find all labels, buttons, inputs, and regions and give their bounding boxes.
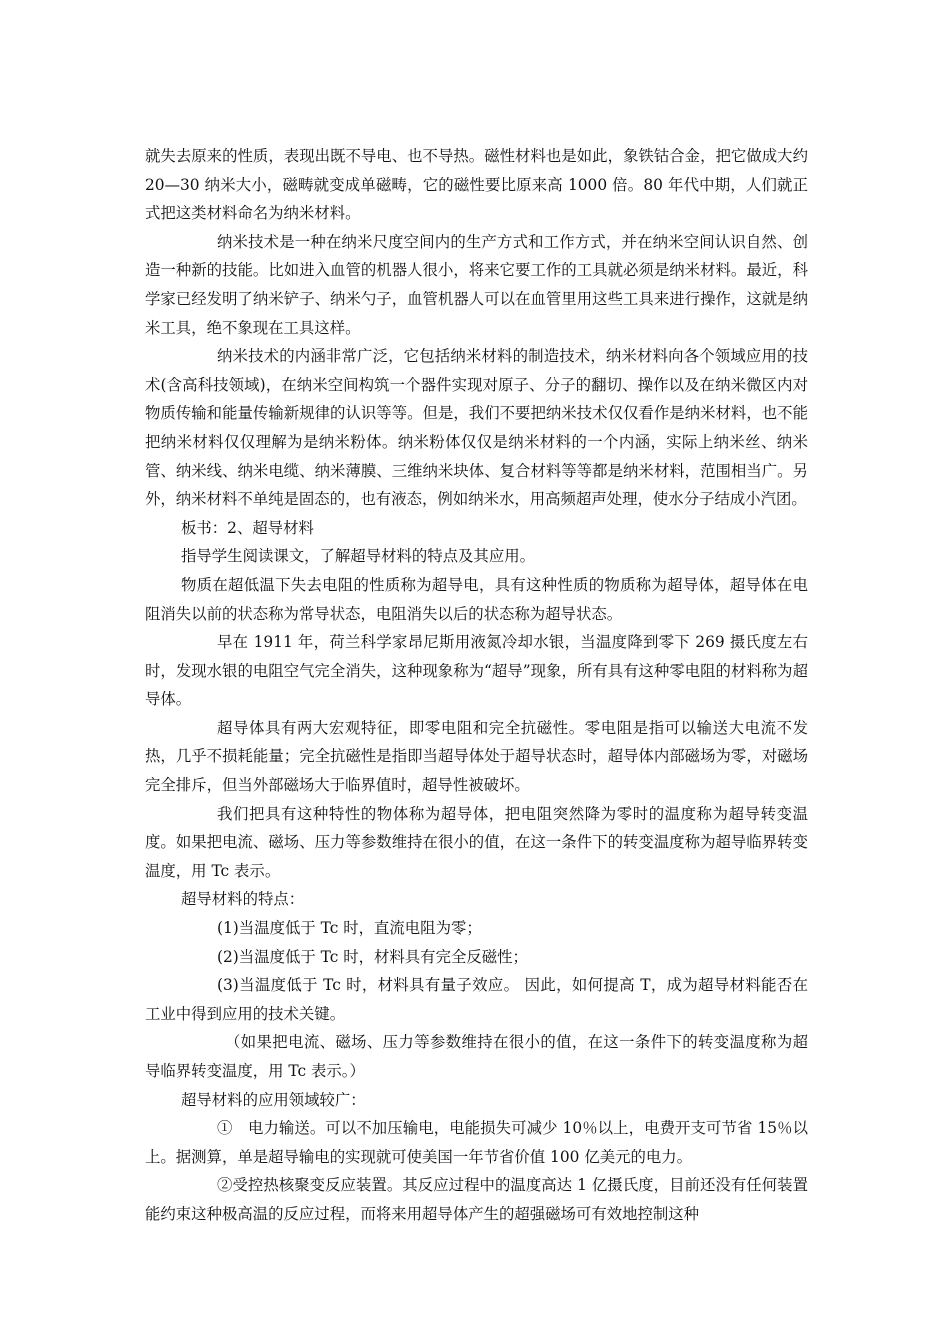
list-item: (3)当温度低于 Tc 时，材料具有量子效应。 因此，如何提高 T，成为超导材料能否在工业中得到应用的技术关键。	[145, 976, 808, 1023]
paragraph: 超导体具有两大宏观特征，即零电阻和完全抗磁性。零电阻是指可以输送大电流不发热，几乎不损耗能量；完全抗磁性是指即当超导体处于超导状态时，超导体内部磁场为零，对磁场完全排斥，但当外部磁场大于临界值时，超导性被破坏。	[145, 718, 808, 795]
paragraph: 指导学生阅读课文，了解超导材料的特点及其应用。	[181, 547, 535, 566]
paragraph: （如果把电流、磁场、压力等参数维持在很小的值，在这一条件下的转变温度称为超导临界转变温度，用 Tc 表示。）	[145, 1033, 808, 1080]
paragraph: 超导材料的应用领域较广：	[181, 1090, 366, 1109]
document-page	[145, 142, 808, 1229]
section-heading: 板书：2、超导材料	[181, 518, 314, 537]
paragraph: 物质在超低温下失去电阻的性质称为超导电，具有这种性质的物质称为超导体，超导体在电阻消失以前的状态称为常导状态，电阻消失以后的状态称为超导状态。	[145, 575, 808, 623]
paragraph: 就失去原来的性质，表现出既不导电、也不导热。磁性材料也是如此，象铁钴合金，把它做成大约 20—30 纳米大小，磁畴就变成单磁畴，它的磁性要比原来高 1000 倍。80 年代中期，人们就正式把这类材料命名为纳米材料。	[145, 147, 808, 223]
list-item: (1)当温度低于 Tc 时，直流电阻为零；	[217, 919, 482, 938]
paragraph: 我们把具有这种特性的物体称为超导体，把电阻突然降为零时的温度称为超导转变温度。如果把电流、磁场、压力等参数维持在很小的值，在这一条件下的转变温度称为超导临界转变温度，用 Tc 表示。	[145, 804, 808, 880]
paragraph: 超导材料的特点：	[181, 890, 305, 909]
paragraph: 纳米技术是一种在纳米尺度空间内的生产方式和工作方式，并在纳米空间认识自然、创造一种新的技能。比如进入血管的机器人很小，将来它要工作的工具就必须是纳米材料。最近，科学家已经发明了纳米铲子、纳米勺子，血管机器人可以在血管里用这些工具来进行操作，这就是纳米工具，绝不象现在工具这样。	[145, 232, 808, 337]
list-item: (2)当温度低于 Tc 时，材料具有完全反磁性；	[217, 947, 528, 966]
paragraph: 纳米技术的内涵非常广泛，它包括纳米材料的制造技术，纳米材料向各个领域应用的技术(含高科技领域)，在纳米空间构筑一个器件实现对原子、分子的翻切、操作以及在纳米微区内对物质传输和能量传输新规律的认识等等。但是，我们不要把纳米技术仅仅看作是纳米材料，也不能把纳米材料仅仅理解为是纳米粉体。纳米粉体仅仅是纳米材料的一个内涵，实际上纳米丝、纳米管、纳米线、纳米电缆、纳米薄膜、三维纳米块体、复合材料等等都是纳米材料，范围相当广。另外，纳米材料不单纯是固态的，也有液态，例如纳米水，用高频超声处理，使水分子结成小汽团。	[145, 347, 808, 509]
paragraph: 早在 1911 年，荷兰科学家昂尼斯用液氮冷却水银，当温度降到零下 269 摄氏度左右时，发现水银的电阻空气完全消失，这种现象称为“超导”现象，所有具有这种零电阻的材料称为超导体。	[145, 633, 808, 709]
list-item: ① 电力输送。可以不加压输电，电能损失可减少 10％以上，电费开支可节省 15％以上。据测算，单是超导输电的实现就可使美国一年节省价值 100 亿美元的电力。	[145, 1119, 808, 1166]
list-item: ②受控热核聚变反应装置。其反应过程中的温度高达 1 亿摄氏度，目前还没有任何装置能约束这种极高温的反应过程，而将来用超导体产生的超强磁场可有效地控制这种	[145, 1176, 808, 1223]
